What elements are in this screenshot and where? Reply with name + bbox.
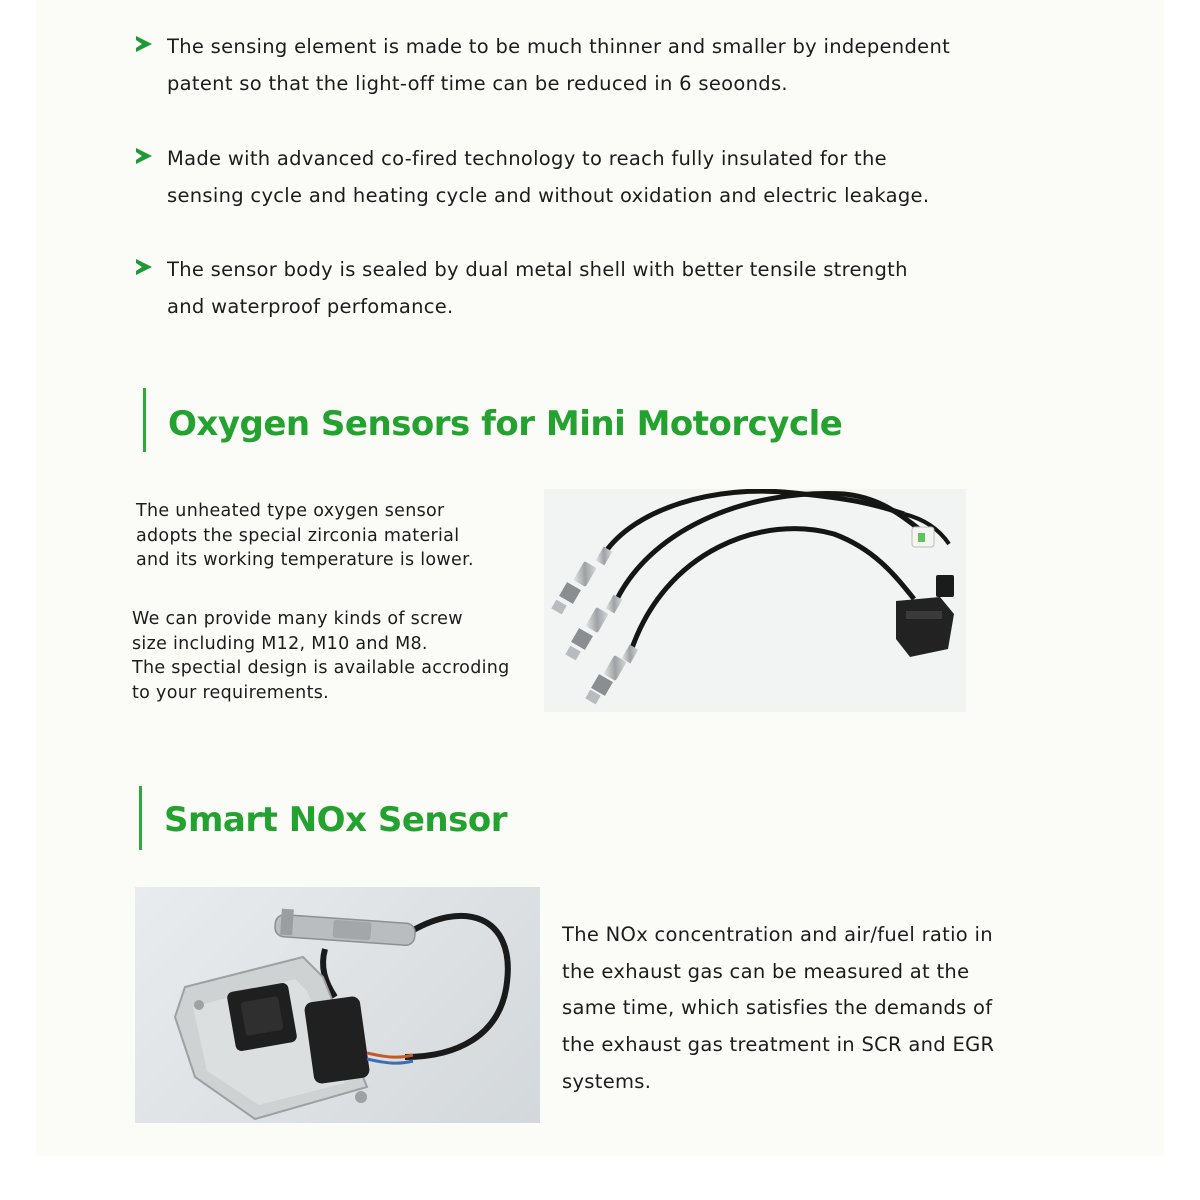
feature-item — [132, 28, 992, 102]
feature-line: The sensor body is sealed by dual metal shell with better tensile strength — [167, 258, 908, 281]
feature-text — [167, 251, 992, 325]
section-title-nox: Smart NOx Sensor — [164, 800, 507, 840]
feature-item — [132, 251, 992, 325]
oxygen-customization: We can provide many kinds of screw size including M12, M10 and M8. The spectial design is available accroding to your requirements. — [132, 609, 510, 703]
feature-line: Made with advanced co-fired technology to reach fully insulated for the — [167, 147, 887, 170]
section-divider-bar — [139, 786, 142, 850]
feature-text — [167, 140, 992, 214]
section-divider-bar — [143, 388, 146, 452]
feature-text — [167, 28, 992, 102]
feature-line: The sensing element is made to be much thinner and smaller by independent — [167, 35, 951, 58]
nox-description: The NOx concentration and air/fuel ratio in the exhaust gas can be measured at the same time, which satisfies the demands of the exhaust gas treatment in SCR and EGR systems. — [562, 923, 995, 1093]
section-title-oxygen: Oxygen Sensors for Mini Motorcycle — [168, 404, 843, 444]
nox-sensor-photo — [135, 887, 540, 1123]
feature-line: sensing cycle and heating cycle and without oxidation and electric leakage. — [167, 184, 930, 207]
oxygen-description: The unheated type oxygen sensor adopts the special zirconia material and its working temperature is lower. — [136, 501, 474, 570]
feature-line: and waterproof perfomance. — [167, 295, 454, 318]
arrow-bullet-icon — [136, 36, 152, 52]
oxygen-sensors-photo — [544, 489, 966, 712]
feature-item — [132, 140, 992, 214]
feature-line: patent so that the light-off time can be reduced in 6 seoonds. — [167, 72, 788, 95]
arrow-bullet-icon — [136, 148, 152, 164]
arrow-bullet-icon — [136, 259, 152, 275]
